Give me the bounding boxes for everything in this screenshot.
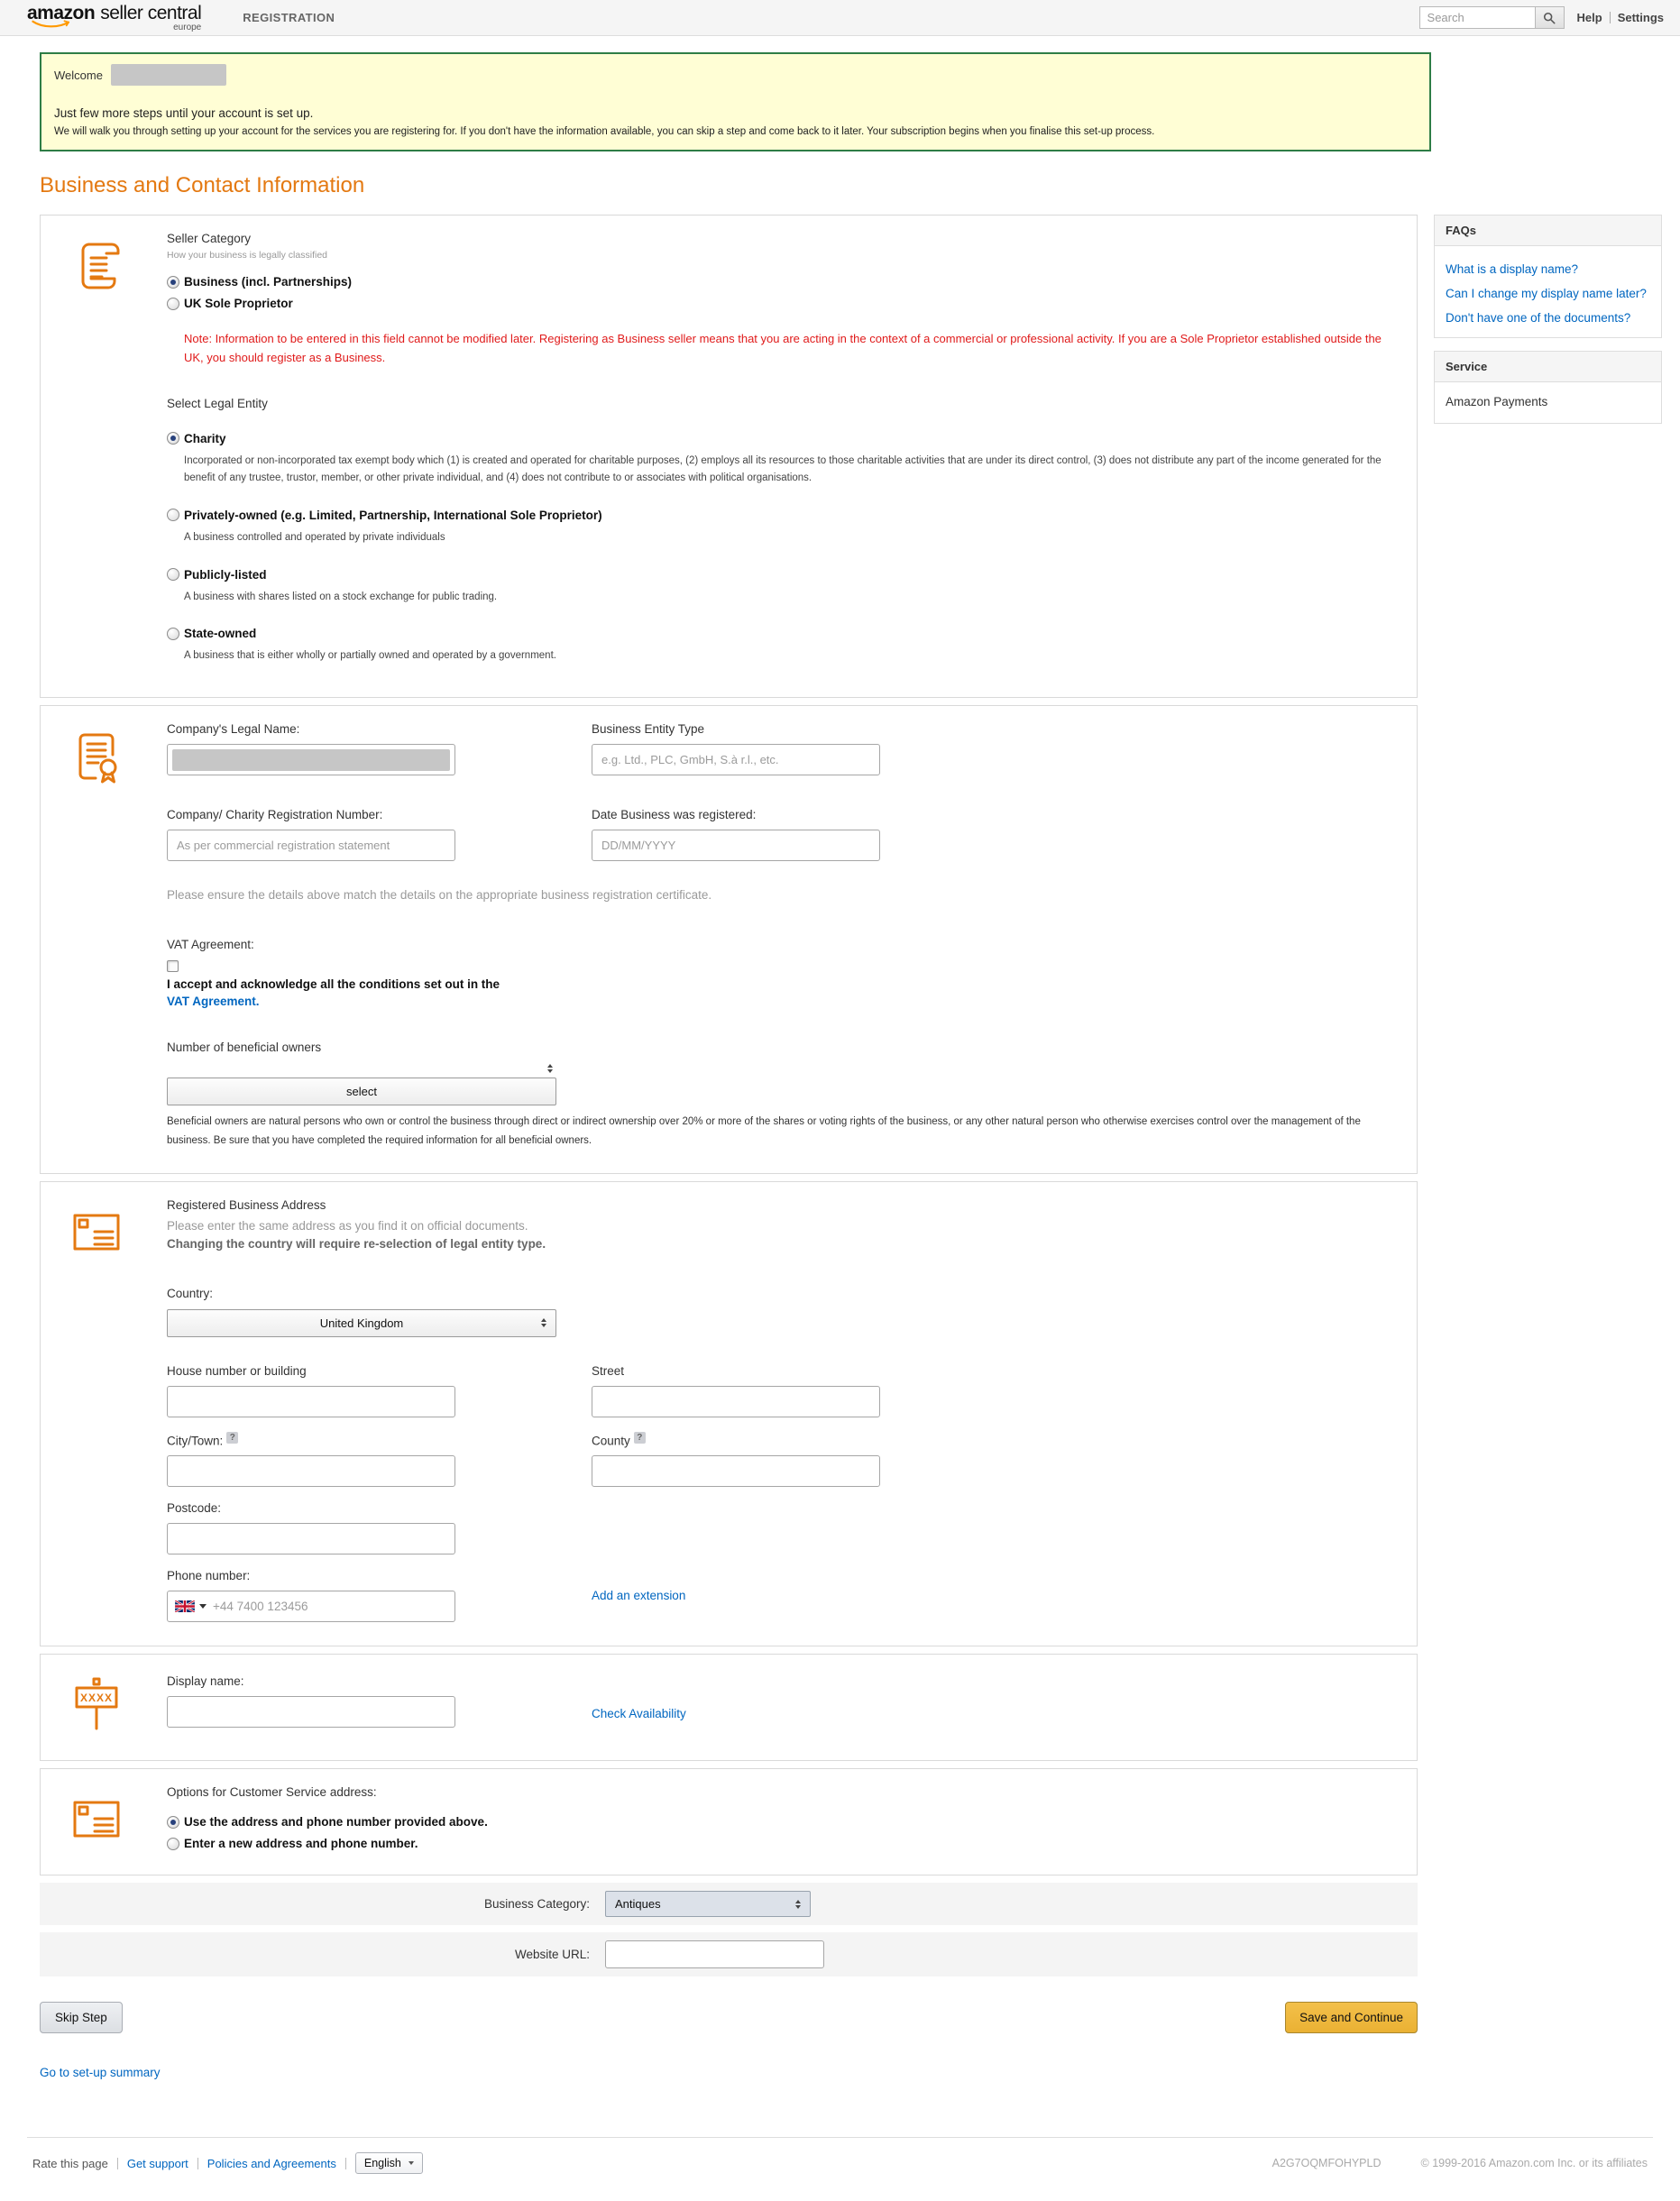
help-link[interactable]: Help — [1576, 11, 1602, 24]
business-address-panel — [40, 1181, 1418, 1647]
customer-service-title: Options for Customer Service address: — [167, 1785, 377, 1800]
search-button[interactable] — [1535, 6, 1565, 29]
phone-country-caret-icon[interactable] — [199, 1604, 207, 1609]
county-label: County ? — [592, 1432, 880, 1448]
go-to-setup-summary-link[interactable]: Go to set-up summary — [40, 2066, 161, 2080]
vat-agreement-label: VAT Agreement: — [167, 938, 254, 952]
logo-region-text: europe — [173, 22, 202, 32]
redacted-company-name — [172, 749, 450, 771]
radio-business-label: Business (incl. Partnerships) — [184, 275, 353, 289]
check-availability-link[interactable]: Check Availability — [592, 1707, 686, 1721]
banner-line1: Just few more steps until your account is set up. — [54, 106, 314, 120]
business-category-label: Business Category: — [483, 1897, 590, 1912]
customer-service-panel — [40, 1768, 1418, 1875]
postcode-label: Postcode: — [167, 1501, 222, 1516]
display-name-input[interactable] — [167, 1696, 455, 1728]
faqs-title: FAQs — [1435, 216, 1661, 246]
city-town-label: City/Town: ? — [167, 1432, 455, 1448]
registration-nav-label: REGISTRATION — [243, 11, 335, 24]
radio-state-owned-label: State-owned — [184, 627, 257, 641]
company-legal-name-label: Company's Legal Name: — [167, 722, 300, 737]
privately-owned-description: A business controlled and operated by private individuals — [184, 531, 445, 543]
footer-divider — [117, 2158, 118, 2169]
legal-entity-label: Select Legal Entity — [167, 396, 268, 410]
date-registered-input[interactable] — [592, 830, 880, 861]
copyright-text: © 1999-2016 Amazon.com Inc. or its affiliates — [1420, 2157, 1648, 2170]
beneficial-owners-select[interactable] — [167, 1078, 556, 1105]
registration-number-input[interactable] — [167, 830, 455, 861]
address-note2: Changing the country will require re-selection of legal entity type. — [167, 1236, 546, 1251]
amazon-logo-text: amazon — [27, 2, 96, 23]
footer-divider — [197, 2158, 198, 2169]
footer-divider — [345, 2158, 346, 2169]
business-category-row — [40, 1883, 1418, 1925]
address-note1: Please enter the same address as you find it on official documents. — [167, 1218, 528, 1233]
radio-charity-label: Charity — [184, 431, 226, 445]
charity-description: Incorporated or non-incorporated tax exempt body which (1) is created and operated for charitable purposes, (2) employs all its resources to those charitable activities that are under its direct control, (3) does not distribute any part of the income generated for the benefit of any trustee, trustor, member, or other private individual, and (4) does not contribute to or associates with political organisations. — [184, 454, 1382, 483]
radio-state-owned[interactable] — [167, 628, 179, 640]
business-entity-type-label: Business Entity Type — [592, 722, 705, 737]
faqs-box — [1434, 215, 1662, 338]
beneficial-owners-stepper[interactable] — [547, 1064, 553, 1073]
phone-number-input[interactable] — [167, 1591, 455, 1622]
radio-use-address-above[interactable] — [167, 1816, 179, 1829]
postcode-input[interactable] — [167, 1523, 455, 1554]
vat-accept-text: I accept and acknowledge all the conditions set out in the — [167, 977, 500, 992]
rate-this-page-label[interactable]: Rate this page — [32, 2156, 108, 2170]
website-url-input[interactable] — [605, 1940, 824, 1968]
skip-step-button[interactable]: Skip Step — [40, 2002, 123, 2033]
postcard-icon — [68, 1204, 125, 1261]
radio-uk-sole-proprietor-label: UK Sole Proprietor — [184, 297, 293, 310]
country-label: Country: — [167, 1286, 214, 1300]
business-entity-type-input[interactable] — [592, 744, 880, 775]
seller-category-title: Seller Category — [167, 232, 252, 245]
city-help-icon[interactable]: ? — [226, 1432, 238, 1444]
radio-charity[interactable] — [167, 432, 179, 445]
magnifier-icon — [1543, 12, 1556, 24]
page-title: Business and Contact Information — [40, 173, 365, 197]
street-label: Street — [592, 1363, 625, 1378]
certificate-icon — [68, 728, 125, 785]
service-box — [1434, 351, 1662, 424]
seller-category-warning-note: Note: Information to be entered in this field cannot be modified later. Registering as Business seller means that you are acting in the context of a commercial or professional activity. If you are a Sole Proprietor established outside the UK, you should register as a Business. — [184, 332, 1382, 364]
street-input[interactable] — [592, 1386, 880, 1417]
search-input[interactable] — [1419, 6, 1535, 29]
policies-agreements-link[interactable]: Policies and Agreements — [207, 2156, 336, 2170]
language-caret-icon — [409, 2161, 414, 2165]
seller-category-subtitle: How your business is legally classified — [167, 250, 327, 261]
radio-enter-new-address-label: Enter a new address and phone number. — [184, 1837, 418, 1851]
display-name-label: Display name: — [167, 1674, 244, 1689]
display-name-panel — [40, 1654, 1418, 1761]
vat-agreement-link[interactable]: VAT Agreement. — [167, 995, 260, 1009]
banner-line2: We will walk you through setting up your account for the services you are registering for. If you don't have the information available, you can skip a step and come back to it later. Your subscription begins when you finalise this set-up process. — [54, 126, 1155, 137]
amazon-seller-central-logo[interactable] — [27, 4, 201, 32]
registration-match-note: Please ensure the details above match the details on the appropriate business registration certificate. — [167, 888, 712, 903]
business-category-select-value: Antiques — [615, 1897, 661, 1912]
top-header — [0, 0, 1680, 36]
language-select-value: English — [363, 2157, 401, 2170]
settings-link[interactable]: Settings — [1617, 11, 1664, 24]
faq-link-documents[interactable]: Don't have one of the documents? — [1446, 311, 1631, 325]
welcome-banner — [40, 52, 1431, 151]
service-title: Service — [1435, 352, 1661, 382]
right-sidebar — [1434, 215, 1662, 436]
company-legal-name-input[interactable] — [167, 744, 455, 775]
radio-use-address-above-label: Use the address and phone number provided above. — [184, 1815, 488, 1830]
header-right-tools — [1419, 6, 1664, 29]
phone-placeholder-text: +44 7400 123456 — [213, 1600, 308, 1614]
seller-category-panel — [40, 215, 1418, 698]
radio-business[interactable] — [167, 276, 179, 289]
county-help-icon[interactable]: ? — [634, 1432, 646, 1444]
beneficial-owners-select-value: select — [346, 1085, 377, 1099]
service-amazon-payments: Amazon Payments — [1446, 395, 1548, 408]
page-footer — [27, 2137, 1653, 2201]
radio-privately-owned-label: Privately-owned (e.g. Limited, Partnership, International Sole Proprietor) — [184, 508, 602, 522]
city-town-input[interactable] — [167, 1455, 455, 1487]
beneficial-owners-label: Number of beneficial owners — [167, 1041, 322, 1055]
faq-link-change-display-name[interactable]: Can I change my display name later? — [1446, 287, 1647, 300]
welcome-label: Welcome — [54, 68, 103, 82]
radio-uk-sole-proprietor[interactable] — [167, 298, 179, 310]
merchant-id: A2G7OQMFOHYPLD — [1271, 2157, 1382, 2170]
radio-enter-new-address[interactable] — [167, 1838, 179, 1850]
add-extension-link[interactable]: Add an extension — [592, 1589, 686, 1603]
radio-publicly-listed-label: Publicly-listed — [184, 567, 267, 582]
radio-publicly-listed[interactable] — [167, 568, 179, 581]
country-select-value: United Kingdom — [319, 1316, 404, 1330]
postcard-icon — [68, 1791, 125, 1848]
house-number-label: House number or building — [167, 1363, 307, 1378]
state-owned-description: A business that is either wholly or partially owned and operated by a government. — [184, 650, 556, 662]
company-details-panel — [40, 705, 1418, 1173]
get-support-link[interactable]: Get support — [126, 2156, 188, 2170]
publicly-listed-description: A business with shares listed on a stock exchange for public trading. — [184, 591, 498, 602]
header-divider — [1610, 12, 1611, 23]
signpost-xxxx-text: XXXX — [79, 1692, 114, 1705]
seller-central-logo-text: seller central — [100, 2, 202, 23]
beneficial-owners-note: Beneficial owners are natural persons who own or control the business through direct or indirect ownership over 20% or more of the shares or voting rights of the business, or any other natural person who otherwise exercises control over the management of the business. Be sure that you have completed the required information for all beneficial owners. — [167, 1116, 1361, 1146]
phone-number-label: Phone number: — [167, 1569, 251, 1583]
business-category-select[interactable] — [605, 1891, 811, 1917]
redacted-user-name — [111, 64, 226, 86]
radio-privately-owned[interactable] — [167, 509, 179, 521]
country-select[interactable] — [167, 1309, 556, 1337]
signpost-icon — [68, 1676, 125, 1734]
amazon-smile-icon — [29, 20, 76, 28]
faq-link-display-name[interactable]: What is a display name? — [1446, 262, 1579, 276]
website-url-label: Website URL: — [514, 1948, 590, 1962]
county-input[interactable] — [592, 1455, 880, 1487]
website-url-row — [40, 1932, 1418, 1976]
language-select[interactable] — [355, 2152, 423, 2174]
scroll-icon — [68, 237, 125, 295]
registration-number-label: Company/ Charity Registration Number: — [167, 808, 383, 822]
date-registered-label: Date Business was registered: — [592, 808, 757, 822]
save-and-continue-button[interactable]: Save and Continue — [1285, 2002, 1418, 2033]
address-title: Registered Business Address — [167, 1197, 326, 1212]
uk-flag-icon[interactable] — [175, 1600, 195, 1612]
house-number-input[interactable] — [167, 1386, 455, 1417]
search-box — [1419, 6, 1565, 29]
vat-agreement-checkbox[interactable] — [167, 960, 179, 972]
